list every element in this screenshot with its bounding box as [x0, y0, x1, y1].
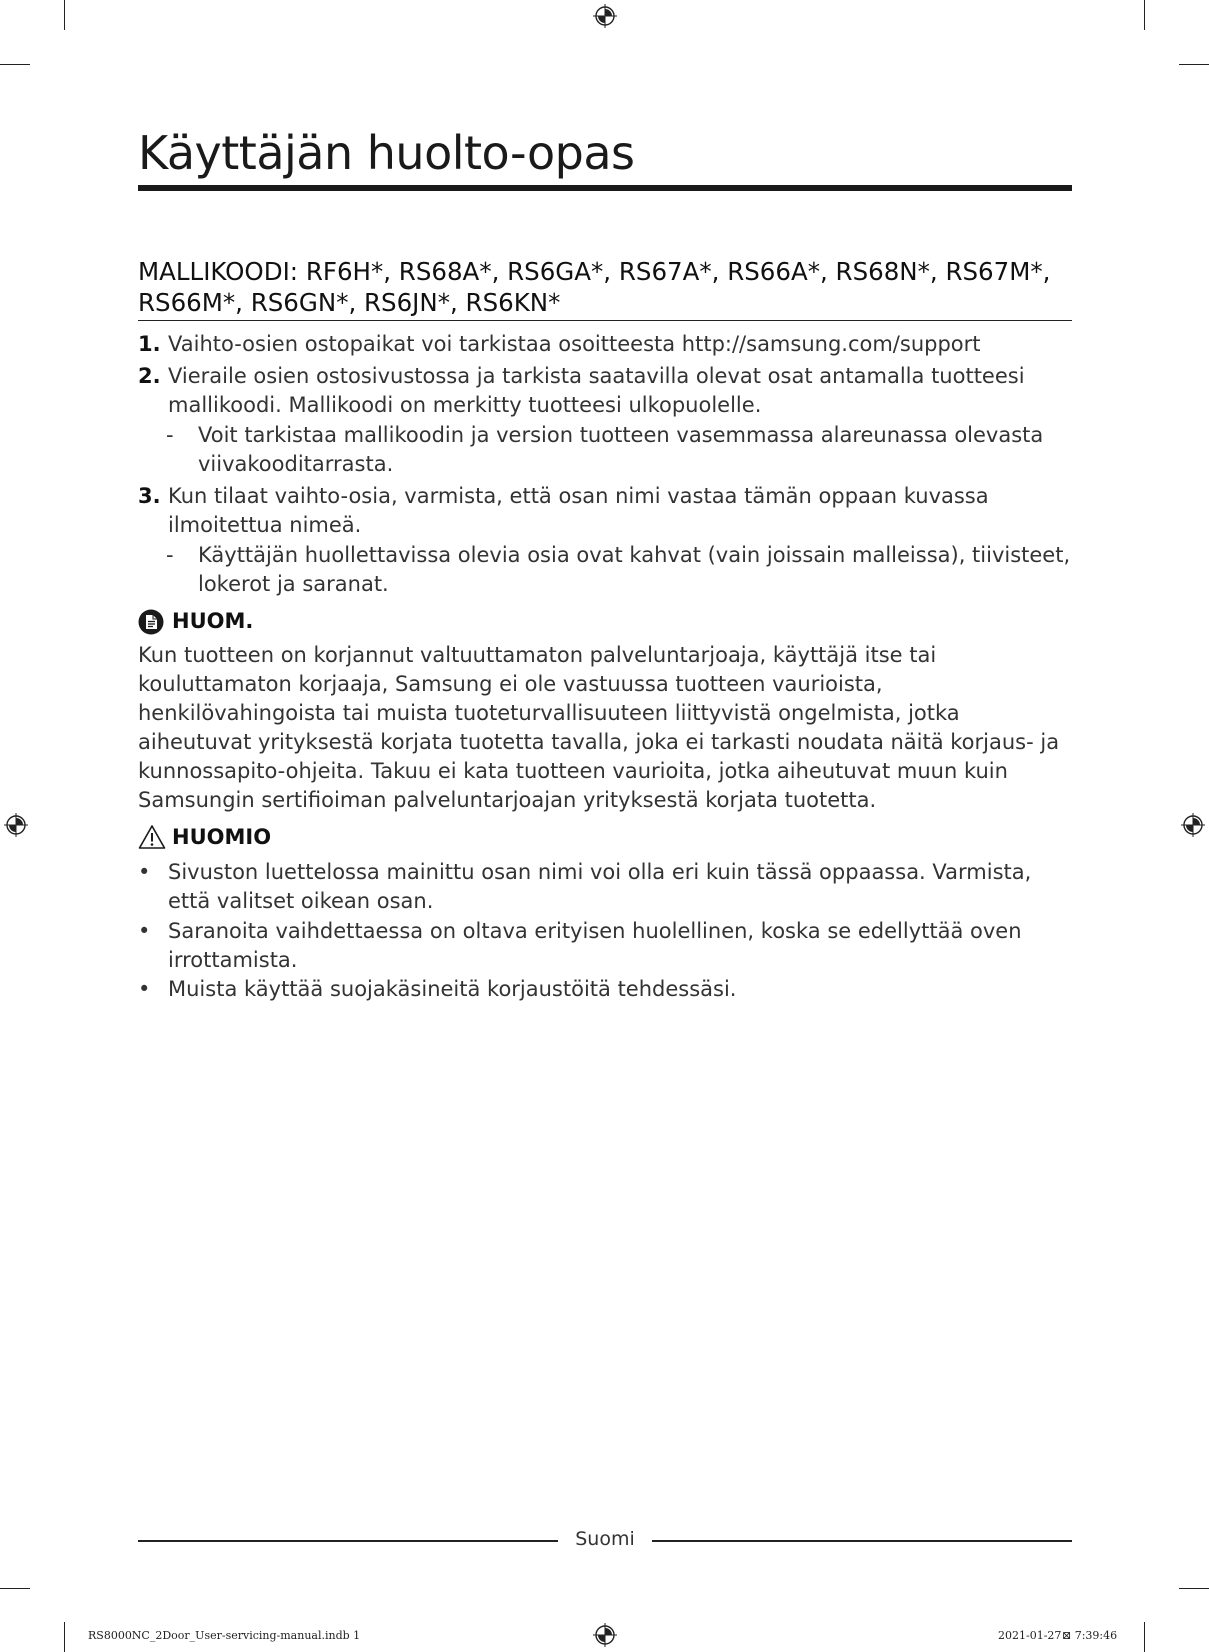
footer-rule	[138, 1540, 558, 1542]
dash-marker: -	[166, 423, 174, 447]
registration-mark-icon	[593, 1623, 617, 1647]
bullet-marker: •	[138, 977, 151, 1001]
registration-mark-icon	[593, 4, 617, 28]
bullet-marker: •	[138, 860, 151, 884]
registration-mark-icon	[4, 813, 28, 837]
caution-item	[138, 975, 1072, 1004]
footer-rule	[652, 1540, 1072, 1542]
warning-triangle-icon	[138, 824, 166, 850]
note-text: Kun tuotteen on korjannut valtuuttamaton palveluntarjoaja, käyttäjä itse tai kouluttamaton korjaaja, Samsung ei ole vastuussa tuotteen vaurioista, henkilövahingoista tai muista tuoteturvallisuuteen liittyvistä ongelmista, jotka aiheutuvat yrityksestä korjata tuotetta tavalla, joka ei tarkasti noudata näitä korjaus- ja kunnossapito-ohjeita. Takuu ei kata tuotteen vaurioita, jotka aiheutuvat muun kuin Samsungin sertifioiman palveluntarjoajan yrityksestä korjata tuotetta.	[138, 643, 1060, 812]
step-text: Vieraile osien ostosivustossa ja tarkista saatavilla olevat osat antamalla tuotteesi mallikoodi. Mallikoodi on merkitty tuotteesi ulkopuolelle.	[168, 364, 1025, 417]
dash-marker: -	[166, 543, 174, 567]
step-subitem-text: Voit tarkistaa mallikoodin ja version tuotteen vasemmassa alareunassa olevasta viivakooditarrasta.	[198, 423, 1044, 476]
caution-item	[138, 917, 1072, 975]
crop-mark	[0, 1588, 30, 1589]
caution-item	[138, 858, 1072, 916]
crop-mark	[1179, 1588, 1209, 1589]
step-item	[138, 362, 1072, 420]
footer-language: Suomi	[575, 1528, 635, 1550]
print-slug-date: 2021-01-27	[998, 1629, 1062, 1642]
crop-mark	[64, 0, 65, 30]
model-code-heading: MALLIKOODI: RF6H*, RS68A*, RS6GA*, RS67A*, RS66A*, RS68N*, RS67M*, RS66M*, RS6GN*, RS6JN*, RS6KN*	[138, 257, 1051, 317]
step-item	[138, 330, 1072, 359]
caution-item-text: Sivuston luettelossa mainittu osan nimi voi olla eri kuin tässä oppaassa. Varmista, että valitset oikean osan.	[168, 860, 1032, 913]
bullet-marker: •	[138, 919, 151, 943]
step-text: Kun tilaat vaihto-osia, varmista, että osan nimi vastaa tämän oppaan kuvassa ilmoitettua nimeä.	[168, 484, 989, 537]
note-icon	[138, 609, 164, 635]
step-number: 3.	[138, 484, 161, 508]
heading-rule	[138, 320, 1072, 321]
step-number: 2.	[138, 364, 161, 388]
note-label: HUOM.	[172, 609, 254, 633]
crop-mark	[1144, 0, 1145, 30]
caution-item-text: Saranoita vaihdettaessa on oltava erityisen huolellinen, koska se edellyttää oven irrottamista.	[168, 919, 1022, 972]
crop-mark	[1179, 64, 1209, 65]
step-subitem-text: Käyttäjän huollettavissa olevia osia ovat kahvat (vain joissain malleissa), tiivisteet, lokerot ja saranat.	[198, 543, 1071, 596]
caution-item-text: Muista käyttää suojakäsineitä korjaustöitä tehdessäsi.	[168, 977, 737, 1001]
step-number: 1.	[138, 332, 161, 356]
registration-mark-icon	[1181, 813, 1205, 837]
title-rule	[138, 185, 1072, 191]
crop-mark	[1144, 1622, 1145, 1652]
crop-mark	[64, 1622, 65, 1652]
print-slug-filename: RS8000NC_2Door_User-servicing-manual.indb 1	[88, 1629, 361, 1642]
crop-mark	[0, 64, 30, 65]
caution-label: HUOMIO	[172, 825, 272, 849]
print-slug-time: ⊠ 7:39:46	[1062, 1629, 1118, 1642]
step-subitem	[166, 541, 1072, 599]
step-text: Vaihto-osien ostopaikat voi tarkistaa osoitteesta http://samsung.com/support	[168, 332, 981, 356]
step-item	[138, 482, 1072, 540]
step-subitem	[166, 421, 1072, 479]
page-title: Käyttäjän huolto-opas	[138, 126, 635, 180]
